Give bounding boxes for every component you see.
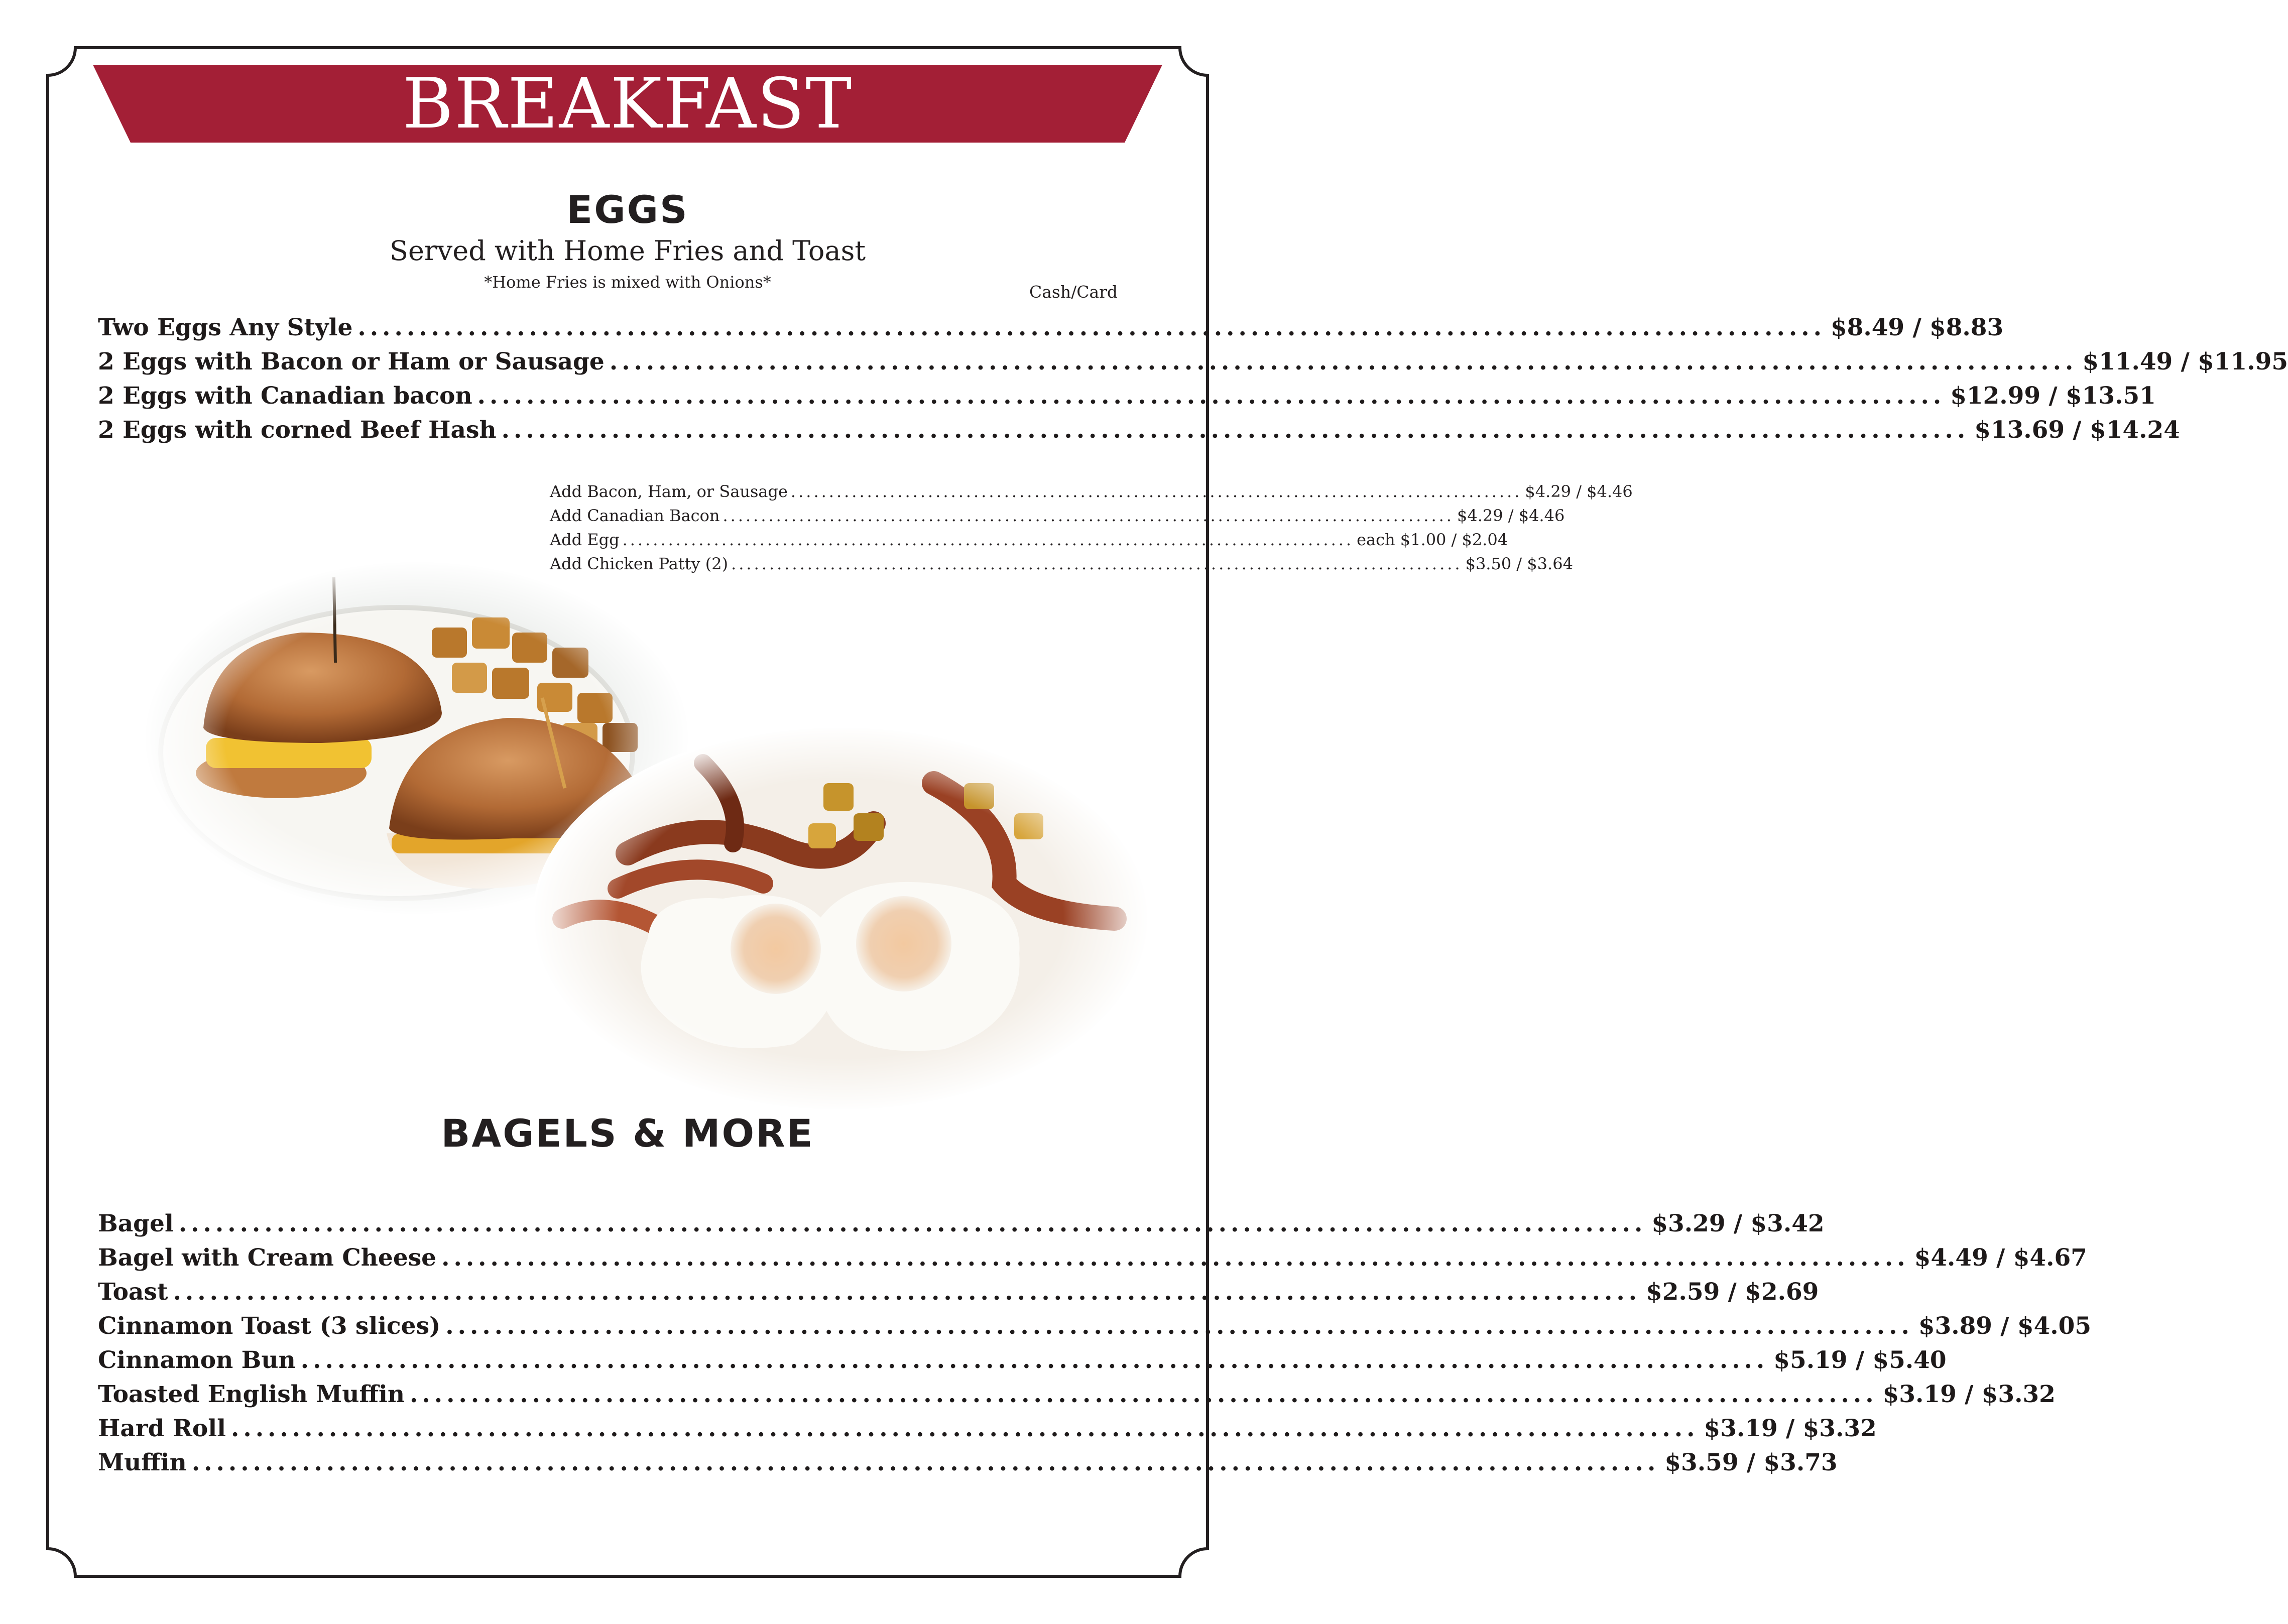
item-price: $5.19 / $5.40 xyxy=(1773,1346,1947,1374)
addon-name: Add Bacon, Ham, or Sausage xyxy=(550,482,788,501)
price-header: Cash/Card xyxy=(1029,282,1118,302)
item-name: 2 Eggs with Canadian bacon xyxy=(98,382,472,410)
item-price: $3.89 / $4.05 xyxy=(1918,1312,2092,1340)
addon-price: each $1.00 / $2.04 xyxy=(1357,530,1508,549)
item-price: $12.99 / $13.51 xyxy=(1950,382,2156,410)
leader-dots: ................................................................................................ xyxy=(790,482,1522,501)
item-name: 2 Eggs with corned Beef Hash xyxy=(98,416,497,444)
bagels-menu-list xyxy=(98,1210,2092,1483)
page-title: BREAKFAST xyxy=(402,63,853,144)
addon-price: $3.50 / $3.64 xyxy=(1465,554,1573,573)
addon-name: Add Chicken Patty (2) xyxy=(550,554,729,573)
leader-dots: ........................................................................................................................ xyxy=(609,348,2078,376)
eggs-heading: EGGS xyxy=(566,187,689,232)
menu-item xyxy=(98,1312,2092,1346)
leader-dots: ........................................................................................................................ xyxy=(230,1415,1699,1442)
leader-dots: ................................................................................................ xyxy=(622,530,1354,549)
leader-dots: ................................................................................................ xyxy=(722,506,1454,525)
leader-dots: ................................................................................................ xyxy=(731,554,1463,573)
leader-dots: ........................................................................................................................ xyxy=(178,1210,1647,1237)
item-price: $13.69 / $14.24 xyxy=(1974,416,2180,444)
eggs-subtitle: Served with Home Fries and Toast xyxy=(389,235,866,267)
item-name: Cinnamon Toast (3 slices) xyxy=(98,1312,441,1340)
item-name: Two Eggs Any Style xyxy=(98,314,353,341)
leader-dots: ........................................................................................................................ xyxy=(410,1381,1878,1408)
menu-item xyxy=(98,1415,1877,1449)
menu-item xyxy=(98,1278,1819,1312)
item-price: $3.19 / $3.32 xyxy=(1704,1415,1877,1442)
menu-item xyxy=(98,1449,1838,1483)
bagels-heading: BAGELS & MORE xyxy=(441,1111,814,1156)
leader-dots: ........................................................................................................................ xyxy=(501,416,1970,444)
menu-item xyxy=(98,1346,1947,1381)
addon-price: $4.29 / $4.46 xyxy=(1457,506,1565,525)
item-name: Hard Roll xyxy=(98,1415,226,1442)
eggs-bacon-photo xyxy=(532,725,1150,1112)
leader-dots: ........................................................................................................................ xyxy=(445,1312,1913,1340)
leader-dots: ........................................................................................................................ xyxy=(300,1346,1769,1374)
addon-name: Add Canadian Bacon xyxy=(550,506,720,525)
leader-dots: ........................................................................................................................ xyxy=(477,382,1946,410)
item-name: Cinnamon Bun xyxy=(98,1346,296,1374)
item-price: $3.29 / $3.42 xyxy=(1651,1210,1825,1237)
item-name: Bagel with Cream Cheese xyxy=(98,1244,437,1272)
item-price: $3.19 / $3.32 xyxy=(1882,1381,2056,1408)
addon-price: $4.29 / $4.46 xyxy=(1525,482,1633,501)
addon-name: Add Egg xyxy=(550,530,620,549)
menu-item xyxy=(98,1381,2056,1415)
leader-dots: ........................................................................................................................ xyxy=(441,1244,1909,1272)
menu-item xyxy=(98,1210,1825,1244)
item-name: Toast xyxy=(98,1278,168,1306)
leader-dots: ........................................................................................................................ xyxy=(173,1278,1641,1306)
menu-item xyxy=(98,1244,2087,1278)
leader-dots: ........................................................................................................................ xyxy=(191,1449,1660,1476)
item-price: $2.59 / $2.69 xyxy=(1646,1278,1819,1306)
item-price: $4.49 / $4.67 xyxy=(1914,1244,2087,1272)
item-name: Bagel xyxy=(98,1210,174,1237)
item-price: $11.49 / $11.95 xyxy=(2082,348,2288,376)
leader-dots: ........................................................................................................................ xyxy=(357,314,1826,341)
item-name: Muffin xyxy=(98,1449,187,1476)
item-price: $8.49 / $8.83 xyxy=(1830,314,2004,341)
item-name: Toasted English Muffin xyxy=(98,1381,405,1408)
item-price: $3.59 / $3.73 xyxy=(1664,1449,1838,1476)
item-name: 2 Eggs with Bacon or Ham or Sausage xyxy=(98,348,605,376)
eggs-note: *Home Fries is mixed with Onions* xyxy=(484,273,771,292)
